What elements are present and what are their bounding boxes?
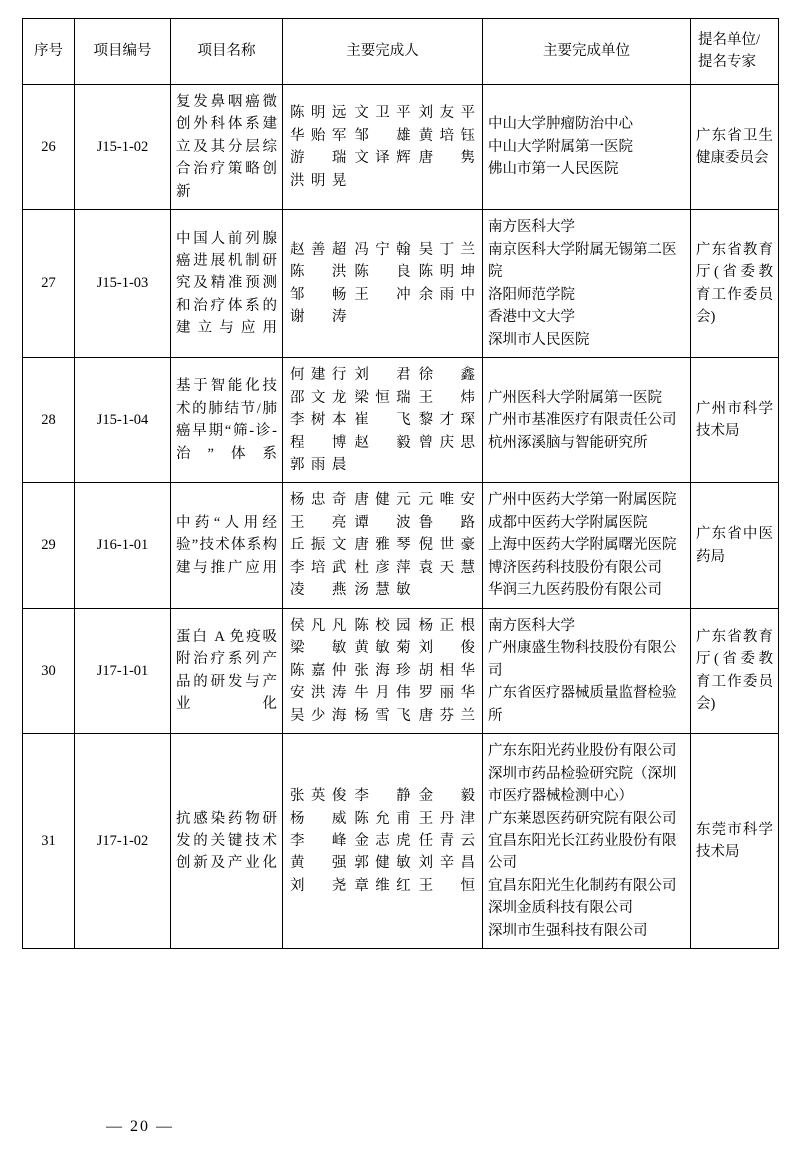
contributor-name: 邵文龙 (290, 389, 347, 406)
contributor-name: 李 峰 (290, 833, 347, 849)
cell-sequence: 29 (23, 483, 75, 608)
contributor-name: 洪明晃 (290, 172, 347, 189)
contributor-name: 郭雨晨 (290, 456, 347, 473)
contributor-name: 李培武 (290, 559, 347, 576)
contributor-name: 徐 鑫 (418, 367, 475, 384)
table-row (23, 483, 779, 608)
cell-main-units (483, 210, 691, 358)
contributor-name: 曾庆思 (418, 434, 475, 451)
contributor-name: 谢 涛 (290, 309, 347, 326)
contributor-name: 唐健元 (354, 492, 411, 509)
contributor-name: 陈校园 (354, 617, 411, 634)
contributor-name: 陈 良 (354, 264, 411, 281)
contributor-name: 张英俊 (290, 788, 347, 805)
unit-name: 上海中医药大学附属曙光医院 (488, 537, 677, 554)
contributor-name: 陈明坤 (418, 264, 475, 281)
cell-main-units (483, 358, 691, 483)
cell-main-contributors (283, 210, 483, 358)
contributor-grid (288, 102, 477, 192)
contributor-name: 安洪涛 (290, 685, 347, 702)
cell-project-name: 复发鼻咽癌微创外科体系建立及其分层综合治疗策略创新 (171, 84, 283, 209)
contributor-name: 刘 君 (354, 367, 411, 384)
cell-project-name: 抗感染药物研发的关键技术创新及产业化 (171, 734, 283, 949)
contributor-name: 侯凡凡 (290, 617, 347, 634)
nominator-text: 广州市科学技术局 (696, 400, 773, 440)
contributor-name: 刘 尧 (290, 877, 347, 894)
nominator-text: 东莞市科学技术局 (696, 821, 773, 861)
column-header-name: 项目名称 (171, 19, 283, 85)
unit-name: 深圳市生强科技有限公司 (488, 922, 648, 939)
contributor-name: 袁天慧 (418, 559, 475, 576)
unit-name: 南方医科大学 (488, 219, 575, 236)
cell-nominator (691, 483, 779, 608)
contributor-name: 金志虎 (354, 833, 411, 849)
column-header-nominator-line1: 提名单位/ (698, 32, 761, 48)
contributor-name: 唐 隽 (418, 150, 475, 167)
contributor-name: 丘振文 (290, 537, 347, 554)
cell-main-contributors (283, 608, 483, 733)
unit-name: 中山大学附属第一医院 (488, 138, 633, 155)
contributor-name: 牛月伟 (354, 685, 411, 702)
contributor-name: 陈嘉仲 (290, 662, 347, 679)
contributor-name: 王 炜 (418, 389, 475, 406)
contributor-name: 黄培钰 (418, 127, 475, 144)
contributor-name: 唐雅琴 (354, 537, 411, 554)
cell-sequence: 27 (23, 210, 75, 358)
unit-list (488, 740, 685, 942)
unit-name: 深圳金质科技有限公司 (488, 900, 633, 917)
cell-main-contributors (283, 734, 483, 949)
contributor-name: 李 静 (354, 788, 411, 805)
cell-main-contributors (283, 358, 483, 483)
unit-name: 中山大学肿瘤防治中心 (488, 116, 633, 133)
cell-project-name: 中药“人用经验”技术体系构建与推广应用 (171, 483, 283, 608)
column-header-nominator-line2: 提名专家 (698, 54, 756, 71)
unit-list (488, 489, 685, 601)
contributor-name: 汤慧敏 (354, 582, 411, 599)
contributor-name: 游 瑞 (290, 150, 347, 167)
unit-name: 南方医科大学 (488, 617, 575, 634)
unit-name: 深圳市人民医院 (488, 331, 590, 348)
contributor-name: 程 博 (290, 434, 347, 451)
contributor-name: 金 毅 (418, 788, 475, 805)
cell-project-code: J15-1-03 (75, 210, 171, 358)
cell-project-name: 基于智能化技术的肺结节/肺癌早期“筛-诊-治”体系 (171, 358, 283, 483)
nominator-text: 广东省中医药局 (696, 526, 773, 565)
unit-name: 广州康盛生物科技股份有限公司 (488, 640, 677, 679)
page-footer (0, 1118, 800, 1136)
contributor-name: 刘 俊 (418, 640, 475, 657)
contributor-name: 吴丁兰 (418, 241, 475, 258)
unit-name: 广东莱恩医药研究院有限公司 (488, 810, 677, 827)
unit-name: 广东东阳光药业股份有限公司 (488, 743, 677, 760)
unit-name: 杭州涿溪脑与智能研究所 (488, 434, 648, 451)
cell-sequence: 30 (23, 608, 75, 733)
contributor-name: 刘友平 (418, 105, 475, 122)
unit-list (488, 387, 685, 454)
contributor-name: 陈 洪 (290, 264, 347, 281)
contributor-name: 谭 波 (354, 514, 411, 531)
contributor-name: 华贻军 (290, 127, 347, 144)
contributor-name: 元唯安 (418, 492, 475, 509)
contributor-name: 王丹津 (418, 810, 475, 827)
unit-list (488, 615, 685, 727)
contributor-name: 凌 燕 (290, 582, 347, 599)
contributor-name: 陈明远 (290, 105, 347, 122)
unit-list (488, 216, 685, 351)
cell-project-code: J15-1-04 (75, 358, 171, 483)
cell-nominator (691, 734, 779, 949)
contributor-name: 邹 雄 (354, 127, 411, 144)
unit-name: 洛阳师范学院 (488, 286, 575, 303)
table-row (23, 608, 779, 733)
contributor-name: 冯宁翰 (354, 241, 411, 258)
contributor-name: 赵善超 (290, 241, 347, 258)
contributor-name: 黄 强 (290, 855, 347, 872)
nominator-text: 广东省教育厅(省委教育工作委员会) (696, 241, 773, 326)
contributor-name: 刘辛昌 (418, 855, 475, 872)
table-body (23, 84, 779, 948)
column-header-nominator (691, 19, 779, 85)
nominator-text: 广东省卫生健康委员会 (696, 127, 773, 167)
contributor-name: 文卫平 (354, 105, 411, 122)
table-row (23, 358, 779, 483)
contributor-name: 唐芬兰 (418, 707, 475, 724)
contributor-name: 赵 毅 (354, 434, 411, 451)
contributor-name: 鲁 路 (418, 514, 475, 531)
contributor-name: 文译辉 (354, 150, 411, 167)
contributor-name: 郭健敏 (354, 855, 411, 872)
unit-list (488, 113, 685, 180)
contributor-name: 梁 敏 (290, 640, 347, 657)
contributor-name: 黄敏菊 (354, 640, 411, 657)
contributor-name: 吴少海 (290, 707, 347, 724)
contributor-name: 梁恒瑞 (354, 389, 411, 406)
contributor-name: 杨忠奇 (290, 492, 347, 509)
cell-sequence: 26 (23, 84, 75, 209)
cell-project-code: J15-1-02 (75, 84, 171, 209)
unit-name: 宜昌东阳光长江药业股份有限公司 (488, 833, 677, 872)
contributor-grid (288, 489, 477, 601)
column-header-people: 主要完成人 (283, 19, 483, 85)
unit-name: 广东省医疗器械质量监督检验所 (488, 685, 677, 724)
cell-nominator (691, 84, 779, 209)
contributor-name: 罗丽华 (418, 685, 475, 702)
award-list-table (22, 18, 779, 949)
cell-project-code: J17-1-02 (75, 734, 171, 949)
contributor-name: 王 亮 (290, 514, 347, 531)
table-header (23, 19, 779, 85)
table-row (23, 84, 779, 209)
contributor-name: 陈允甫 (354, 810, 411, 827)
cell-sequence: 31 (23, 734, 75, 949)
cell-main-contributors (283, 483, 483, 608)
table-row (23, 210, 779, 358)
contributor-name: 任青云 (418, 833, 475, 849)
contributor-name: 黎才琛 (418, 412, 475, 429)
unit-name: 广州市基准医疗有限责任公司 (488, 412, 677, 429)
contributor-grid (288, 239, 477, 329)
nominator-text: 广东省教育厅(省委教育工作委员会) (696, 629, 773, 713)
column-header-code: 项目编号 (75, 19, 171, 85)
unit-name: 成都中医药大学附属医院 (488, 514, 648, 531)
contributor-name: 杨雪飞 (354, 707, 411, 724)
table-header-row (23, 19, 779, 85)
cell-project-code: J16-1-01 (75, 483, 171, 608)
cell-project-code: J17-1-01 (75, 608, 171, 733)
cell-nominator (691, 210, 779, 358)
contributor-name: 李树本 (290, 412, 347, 429)
table-row (23, 734, 779, 949)
contributor-grid (288, 615, 477, 727)
contributor-grid (288, 785, 477, 897)
contributor-name: 杨 威 (290, 810, 347, 827)
cell-nominator (691, 358, 779, 483)
cell-nominator (691, 608, 779, 733)
contributor-name: 杜彦萍 (354, 559, 411, 576)
contributor-name: 杨正根 (418, 617, 475, 634)
contributor-name: 何建行 (290, 367, 347, 384)
column-header-seq: 序号 (23, 19, 75, 85)
cell-main-units (483, 483, 691, 608)
contributor-name: 胡相华 (418, 662, 475, 679)
unit-name: 博济医药科技股份有限公司 (488, 559, 662, 576)
contributor-name: 邹 畅 (290, 286, 347, 303)
cell-project-name: 蛋白 A 免疫吸附治疗系列产品的研发与产业化 (171, 608, 283, 733)
cell-project-name: 中国人前列腺癌进展机制研究及精准预测和治疗体系的建立与应用 (171, 210, 283, 358)
cell-main-units (483, 608, 691, 733)
unit-name: 宜昌东阳光生化制药有限公司 (488, 877, 677, 894)
unit-name: 广州医科大学附属第一医院 (488, 389, 662, 406)
unit-name: 华润三九医药股份有限公司 (488, 582, 662, 599)
unit-name: 广州中医药大学第一附属医院 (488, 492, 677, 509)
unit-name: 深圳市药品检验研究院（深圳市医疗器械检测中心） (488, 765, 677, 805)
column-header-units: 主要完成单位 (483, 19, 691, 85)
contributor-name: 王 恒 (418, 877, 475, 894)
cell-sequence: 28 (23, 358, 75, 483)
cell-main-units (483, 734, 691, 949)
unit-name: 香港中文大学 (488, 309, 575, 326)
contributor-name: 章维红 (354, 877, 411, 894)
contributor-name: 倪世豪 (418, 537, 475, 554)
cell-main-units (483, 84, 691, 209)
contributor-grid (288, 364, 477, 476)
contributor-name: 余雨中 (418, 286, 475, 303)
page-number: — 20 — (106, 1118, 174, 1135)
contributor-name: 崔 飞 (354, 412, 411, 429)
contributor-name: 王 冲 (354, 286, 411, 303)
unit-name: 佛山市第一人民医院 (488, 161, 619, 178)
contributor-name: 张海珍 (354, 662, 411, 679)
cell-main-contributors (283, 84, 483, 209)
unit-name: 南京医科大学附属无锡第二医院 (488, 241, 677, 281)
